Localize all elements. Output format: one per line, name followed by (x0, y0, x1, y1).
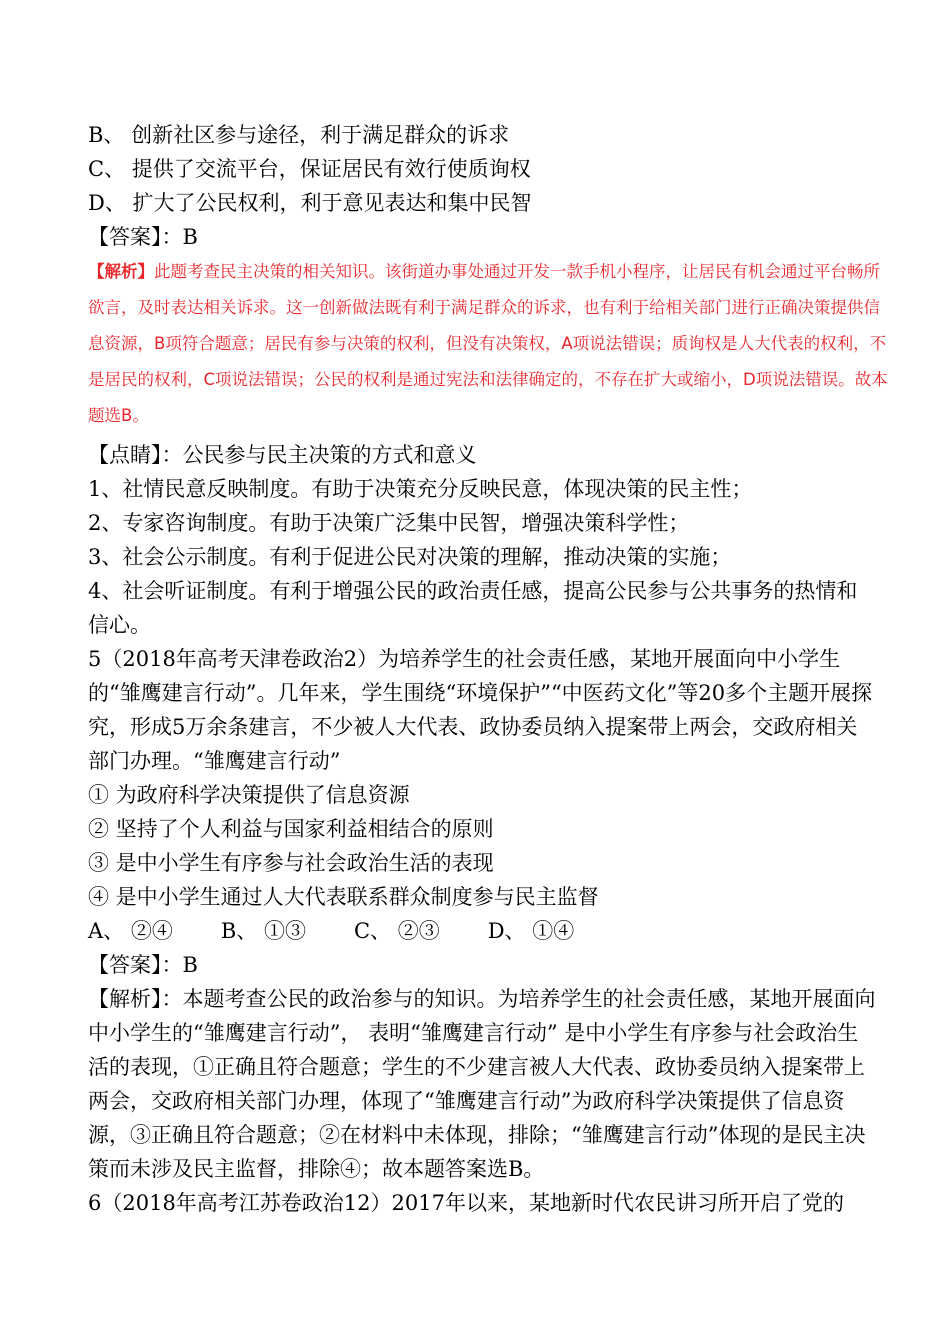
q5-choice-d: D、 ①④ (487, 919, 575, 943)
q5-choice-b: B、 ①③ (220, 919, 306, 943)
q4-option-d: D、 扩大了公民权利，利于意见表达和集中民智 (88, 191, 532, 215)
q4-tip-2: 2、专家咨询制度。有助于决策广泛集中民智，增强决策科学性； (88, 511, 690, 535)
q4-analysis-label: 【解析】 (88, 262, 154, 281)
q4-tip-4: 4、社会听证制度。有利于增强公民的政治责任感，提高公民参与公共事务的热情和信心。 (88, 579, 858, 637)
q4-tips-title: 【点睛】：公民参与民主决策的方式和意义 (88, 443, 477, 467)
q5-choice-c: C、 ②③ (353, 919, 440, 943)
q6-stem: 6（2018年高考江苏卷政治12）2017年以来，某地新时代农民讲习所开启了党的 (88, 1191, 844, 1215)
q4-analysis-text: 此题考查民主决策的相关知识。该街道办事处通过开发一款手机小程序，让居民有机会通过平台畅所欲言，及时表达相关诉求。这一创新做法既有利于满足群众的诉求，也有利于给相关部门进行正确决策提供信息资源，B项符合题意；居民有参与决策的权利，但没有决策权，A项说法错误；质询权是人大代表的权利，不是居民的权利，C项说法错误；公民的权利是通过宪法和法律确定的，不存在扩大或缩小，D项说法错误。故本题选B。 (88, 262, 888, 425)
q5-analysis (88, 982, 878, 1186)
q4-tip-3: 3、社会公示制度。有利于促进公民对决策的理解，推动决策的实施； (88, 545, 732, 569)
q5-choices (88, 914, 878, 948)
q5-item-1: ① 为政府科学决策提供了信息资源 (88, 783, 410, 807)
q4-option-c: C、 提供了交流平台，保证居民有效行使质询权 (88, 157, 531, 181)
q5-stem: 5（2018年高考天津卷政治2）为培养学生的社会责任感，某地开展面向中小学生的“雏鹰建言行动”。几年来，学生围绕“环境保护”“中医药文化”等20多个主题开展探究，形成5万余条建言，不少被人大代表、政协委员纳入提案带上两会，交政府相关部门办理。“雏鹰建言行动” (88, 647, 873, 773)
q5-answer: 【答案】：B (88, 953, 198, 977)
q4-answer: 【答案】：B (88, 225, 198, 249)
q5-analysis-text: ：本题考查公民的政治参与的知识。为培养学生的社会责任感，某地开展面向中小学生的“雏鹰建言行动”， 表明“雏鹰建言行动” 是中小学生有序参与社会政治生活的表现，①正确且符合题意；学生的不少建言被人大代表、政协委员纳入提案带上两会，交政府相关部门办理，体现了“雏鹰建言行动”为政府科学决策提供了信息资源，③正确且符合题意；②在材料中未体现，排除；“雏鹰建言行动”体现的是民主决策而未涉及民主监督，排除④；故本题答案选B。 (88, 987, 876, 1181)
q4-analysis (88, 254, 888, 434)
q5-choice-a: A、 ②④ (88, 919, 173, 943)
document-page (88, 118, 888, 1220)
q5-item-4: ④ 是中小学生通过人大代表联系群众制度参与民主监督 (88, 885, 599, 909)
q4-tip-1: 1、社情民意反映制度。有助于决策充分反映民意，体现决策的民主性； (88, 477, 753, 501)
q4-option-b: B、 创新社区参与途径，利于满足群众的诉求 (88, 123, 510, 147)
q5-item-3: ③ 是中小学生有序参与社会政治生活的表现 (88, 851, 494, 875)
q5-item-2: ② 坚持了个人利益与国家利益相结合的原则 (88, 817, 494, 841)
q5-analysis-label: 【解析】 (88, 987, 162, 1011)
